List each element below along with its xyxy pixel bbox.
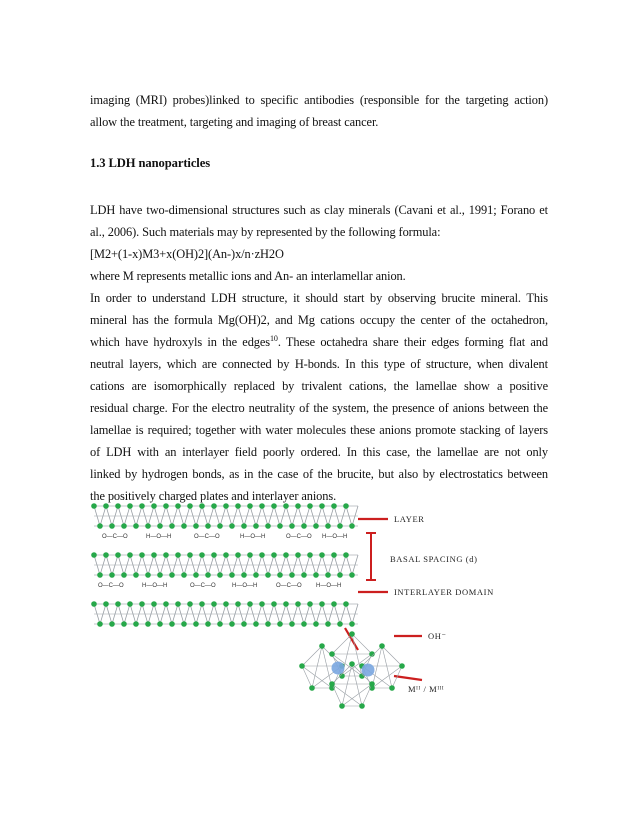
octahedron-edge (332, 634, 352, 654)
oh-atom (309, 685, 315, 691)
paragraph-line: cations are isomorphically replaced by trivalent cations, the lamellae show a positive (90, 379, 548, 393)
anion-molecule: O—C—O (102, 534, 128, 540)
paragraph-line: residual charge. For the electro neutrality of the system, the presence of anions between the (90, 401, 548, 415)
oh-atom (283, 503, 289, 509)
oh-atom (193, 621, 199, 627)
oh-atom (229, 523, 235, 529)
oh-atom (349, 661, 355, 667)
oh-atom (399, 663, 405, 669)
oh-atom (349, 523, 355, 529)
oh-atom (313, 621, 319, 627)
oh-atom (359, 703, 365, 709)
layer-band (91, 601, 358, 627)
anion-molecule: H—O—H (240, 534, 266, 540)
oh-atom (343, 503, 349, 509)
oh-atom (139, 503, 145, 509)
oh-atom (253, 572, 259, 578)
oh-atom (133, 523, 139, 529)
oh-atom (295, 552, 301, 558)
oh-atom (217, 572, 223, 578)
metal-cation (332, 662, 345, 675)
oh-atom (91, 503, 97, 509)
oh-atom (199, 601, 205, 607)
oh-atom (127, 601, 133, 607)
oh-atom (319, 552, 325, 558)
oh-atom (289, 572, 295, 578)
oh-atom (211, 601, 217, 607)
oh-atom (319, 503, 325, 509)
oh-atom (283, 601, 289, 607)
ldh-structure-figure (90, 500, 550, 715)
oh-atom (139, 552, 145, 558)
oh-atom (211, 552, 217, 558)
oh-atom (313, 572, 319, 578)
anion-molecule: O—C—O (98, 583, 124, 589)
oh-atom (253, 621, 259, 627)
oh-atom (121, 621, 127, 627)
oh-atom (337, 523, 343, 529)
oh-atom (217, 523, 223, 529)
oh-atom (265, 572, 271, 578)
oh-atom (187, 503, 193, 509)
paragraph-line: the positively charged plates and interlayer anions. (90, 489, 337, 503)
oh-atom (175, 503, 181, 509)
oh-atom (241, 621, 247, 627)
oh-atom (253, 523, 259, 529)
text-segment: which have hydroxyls in the edges (90, 335, 271, 349)
paragraph-line: LDH have two-dimensional structures such as clay minerals (Cavani et al., 1991; Forano et (90, 203, 548, 217)
oh-atom (187, 601, 193, 607)
oh-atom (319, 601, 325, 607)
oh-atom (259, 503, 265, 509)
oh-atom (295, 503, 301, 509)
oh-atom (157, 572, 163, 578)
oh-atom (229, 621, 235, 627)
oh-atom (175, 552, 181, 558)
oh-atom (235, 552, 241, 558)
oh-atom (133, 621, 139, 627)
oh-atom (329, 681, 335, 687)
oh-atom (299, 663, 305, 669)
paragraph-line-with-citation (90, 335, 548, 350)
oh-atom (151, 601, 157, 607)
oh-atom (163, 503, 169, 509)
oh-atom (121, 572, 127, 578)
oh-atom (349, 572, 355, 578)
oh-atom (193, 572, 199, 578)
oh-atom (369, 681, 375, 687)
oh-atom (277, 572, 283, 578)
oh-atom (331, 503, 337, 509)
oh-atom (307, 552, 313, 558)
oh-atom (175, 601, 181, 607)
oh-atom (389, 685, 395, 691)
oh-atom (271, 503, 277, 509)
oh-atom (223, 503, 229, 509)
oh-atom (265, 621, 271, 627)
oh-atom (325, 621, 331, 627)
paragraph-line: mineral has the formula Mg(OH)2, and Mg cations occupy the center of the octahedron, (90, 313, 548, 327)
oh-atom (325, 572, 331, 578)
oh-atom (259, 601, 265, 607)
oh-atom (127, 503, 133, 509)
anion-molecule: H—O—H (322, 534, 348, 540)
oh-atom (151, 552, 157, 558)
oh-atom (115, 601, 121, 607)
octahedron-edge (362, 646, 382, 666)
paragraph-line: where M represents metallic ions and An- an interlamellar anion. (90, 269, 406, 283)
citation-superscript: 10 (270, 333, 278, 343)
oh-atom (181, 572, 187, 578)
oh-atom (235, 503, 241, 509)
metal-cation (362, 664, 375, 677)
oh-atom (283, 552, 289, 558)
oh-atom (331, 552, 337, 558)
oh-atom (307, 503, 313, 509)
layer-band (91, 503, 358, 529)
oh-atom (157, 621, 163, 627)
oh-atom (379, 643, 385, 649)
oh-atom (109, 523, 115, 529)
oh-atom (349, 631, 355, 637)
oh-atom (169, 621, 175, 627)
oh-atom (331, 601, 337, 607)
formula-line: [M2+(1-x)M3+x(OH)2](An-)x/n·zH2O (90, 247, 284, 261)
oh-atom (115, 552, 121, 558)
interlayer-domain-label: INTERLAYER DOMAIN (394, 587, 494, 597)
oh-atom (145, 572, 151, 578)
oh-atom (343, 552, 349, 558)
oh-atom (337, 572, 343, 578)
anion-molecule: O—C—O (276, 583, 302, 589)
anion-molecule: H—O—H (232, 583, 258, 589)
oh-atom (265, 523, 271, 529)
oh-atom (229, 572, 235, 578)
oh-atom (91, 601, 97, 607)
oh-atom (181, 523, 187, 529)
oh-atom (187, 552, 193, 558)
oh-atom (151, 503, 157, 509)
oh-atom (307, 601, 313, 607)
oh-atom (157, 523, 163, 529)
layer-label: LAYER (394, 514, 425, 524)
oh-atom (103, 503, 109, 509)
paragraph-line: of LDH with an interlayer field poorly ordered. In this case, the lamellae are not only (90, 445, 548, 459)
oh-atom (193, 523, 199, 529)
ldh-layers (91, 503, 358, 627)
oh-atom (121, 523, 127, 529)
oh-atom (247, 552, 253, 558)
section-heading: 1.3 LDH nanoparticles (90, 156, 210, 170)
oh-atom (145, 621, 151, 627)
oh-atom (217, 621, 223, 627)
oh-atom (205, 572, 211, 578)
paragraph-line: In order to understand LDH structure, it should start by observing brucite mineral. This (90, 291, 548, 305)
oh-atom (199, 552, 205, 558)
oh-atom (337, 621, 343, 627)
oh-atom (339, 703, 345, 709)
oh-atom (205, 523, 211, 529)
oh-atom (145, 523, 151, 529)
oh-atom (163, 552, 169, 558)
oh-atom (97, 572, 103, 578)
paragraph-line: al., 2006). Such materials may by represented by the following formula: (90, 225, 441, 239)
anion-molecule: H—O—H (316, 583, 342, 589)
anion-molecule: O—C—O (194, 534, 220, 540)
paragraph-line: linked by hydrogen bonds, as in the case of the brucite, but also by electrostatics between (90, 467, 548, 481)
oh-atom (301, 621, 307, 627)
anion-molecule: H—O—H (142, 583, 168, 589)
oh-atom (199, 503, 205, 509)
octahedron-edge (382, 646, 402, 666)
oh-atom (301, 572, 307, 578)
oh-atom (97, 621, 103, 627)
oh-atom (223, 601, 229, 607)
oh-atom (259, 552, 265, 558)
oh-atom (277, 523, 283, 529)
oh-atom (235, 601, 241, 607)
oh-atom (313, 523, 319, 529)
oh-atom (127, 552, 133, 558)
oh-atom (163, 601, 169, 607)
text-segment: . These octahedra share their edges forming flat and (277, 335, 548, 349)
oh-atom (289, 621, 295, 627)
oh-atom (247, 503, 253, 509)
octahedron-edge (302, 646, 322, 666)
anion-molecule: H—O—H (146, 534, 172, 540)
oh-label: OH⁻ (428, 631, 447, 641)
paragraph-line: allow the treatment, targeting and imaging of breast cancer. (90, 115, 379, 129)
octahedra-detail (299, 631, 405, 709)
oh-atom (139, 601, 145, 607)
oh-atom (223, 552, 229, 558)
oh-atom (325, 523, 331, 529)
oh-atom (295, 601, 301, 607)
paragraph-line: lamellae is required; together with water molecules these anions promote stacking of layers (90, 423, 548, 437)
oh-atom (91, 552, 97, 558)
oh-atom (109, 621, 115, 627)
oh-atom (301, 523, 307, 529)
oh-atom (133, 572, 139, 578)
oh-atom (97, 523, 103, 529)
oh-atom (169, 523, 175, 529)
oh-atom (343, 601, 349, 607)
oh-atom (271, 601, 277, 607)
oh-atom (289, 523, 295, 529)
oh-atom (103, 552, 109, 558)
oh-atom (319, 643, 325, 649)
paragraph-line: neutral layers, which are connected by H-bonds. In this type of structure, when divalent (90, 357, 548, 371)
oh-atom (241, 572, 247, 578)
anion-molecule: O—C—O (190, 583, 216, 589)
oh-atom (329, 651, 335, 657)
oh-atom (109, 572, 115, 578)
metal-label: Mᴵᴵ / Mᴵᴵᴵ (408, 684, 445, 694)
oh-atom (115, 503, 121, 509)
oh-atom (349, 621, 355, 627)
oh-atom (271, 552, 277, 558)
paragraph-line: imaging (MRI) probes)linked to specific antibodies (responsible for the targeting action) (90, 93, 548, 107)
oh-atom (247, 601, 253, 607)
layer-band (91, 552, 358, 578)
oh-atom (205, 621, 211, 627)
oh-atom (277, 621, 283, 627)
oh-atom (211, 503, 217, 509)
basal-spacing-label: BASAL SPACING (d) (390, 554, 478, 564)
interlayer-anions (98, 534, 347, 589)
anion-molecule: O—C—O (286, 534, 312, 540)
metal-arrow (394, 676, 422, 680)
oh-atom (169, 572, 175, 578)
oh-atom (241, 523, 247, 529)
oh-atom (103, 601, 109, 607)
oh-atom (181, 621, 187, 627)
